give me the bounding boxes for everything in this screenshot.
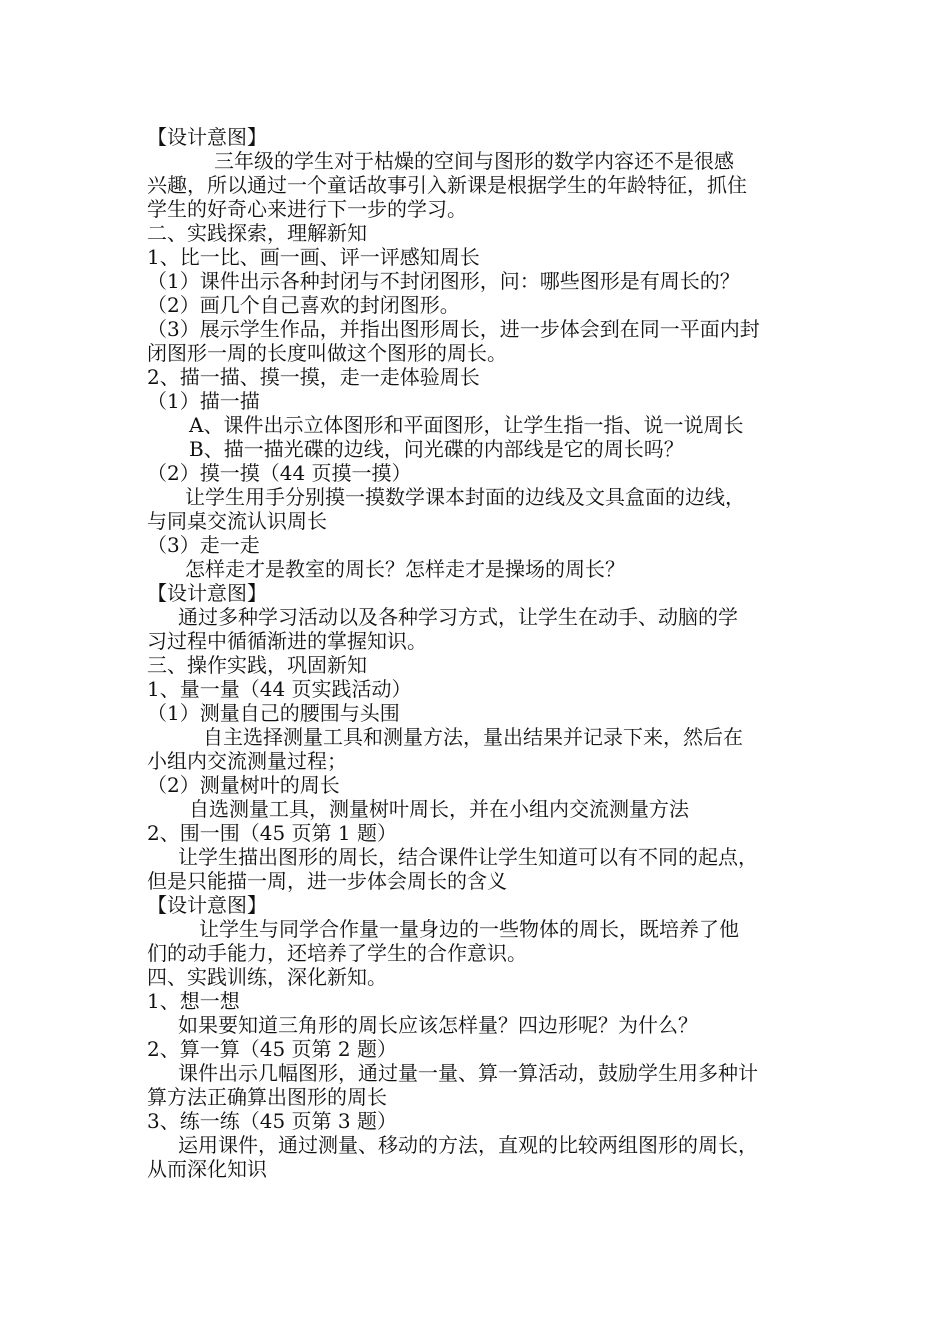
paragraph-line: B、描一描光碟的边线，问光碟的内部线是它的周长吗？: [189, 437, 684, 461]
paragraph-line: 习过程中循循渐进的掌握知识。: [147, 629, 427, 653]
paragraph-line: 学生的好奇心来进行下一步的学习。: [147, 197, 467, 221]
paragraph-line: 三年级的学生对于枯燥的空间与图形的数学内容还不是很感: [214, 149, 734, 173]
paragraph-line: 课件出示几幅图形，通过量一量、算一算活动，鼓励学生用多种计: [178, 1061, 758, 1085]
section-heading-2: 二、实践探索，理解新知: [147, 221, 367, 245]
item-heading: （1）描一描: [147, 389, 260, 413]
paragraph-line: （3）展示学生作品，并指出图形周长，进一步体会到在同一平面内封: [147, 317, 760, 341]
paragraph-line: 自选测量工具，测量树叶周长，并在小组内交流测量方法: [189, 797, 689, 821]
section-heading-3: 三、操作实践，巩固新知: [147, 653, 367, 677]
subsection-heading: 2、算一算（45 页第 2 题）: [147, 1037, 397, 1061]
section-heading-design-intent: 【设计意图】: [147, 125, 267, 149]
subsection-heading: 1、想一想: [147, 989, 240, 1013]
paragraph-line: 让学生用手分别摸一摸数学课本封面的边线及文具盒面的边线，: [185, 485, 745, 509]
item-heading: （2）摸一摸（44 页摸一摸）: [147, 461, 412, 485]
item-heading: （2）测量树叶的周长: [147, 773, 340, 797]
subsection-heading: 2、描一描、摸一摸，走一走体验周长: [147, 365, 480, 389]
paragraph-line: 怎样走才是教室的周长？怎样走才是操场的周长？: [185, 557, 625, 581]
paragraph-line: 让学生与同学合作量一量身边的一些物体的周长，既培养了他: [199, 917, 739, 941]
paragraph-line: 小组内交流测量过程；: [147, 749, 347, 773]
subsection-heading: 1、量一量（44 页实践活动）: [147, 677, 412, 701]
paragraph-line: 与同桌交流认识周长: [147, 509, 327, 533]
paragraph-line: 兴趣，所以通过一个童话故事引入新课是根据学生的年龄特征，抓住: [147, 173, 747, 197]
paragraph-line: 通过多种学习活动以及各种学习方式，让学生在动手、动脑的学: [178, 605, 738, 629]
paragraph-line: 自主选择测量工具和测量方法，量出结果并记录下来，然后在: [203, 725, 743, 749]
paragraph-line: （2）画几个自己喜欢的封闭图形。: [147, 293, 460, 317]
paragraph-line: 算方法正确算出图形的周长: [147, 1085, 387, 1109]
item-heading: （1）测量自己的腰围与头围: [147, 701, 400, 725]
paragraph-line: 从而深化知识: [147, 1157, 267, 1181]
paragraph-line: 让学生描出图形的周长，结合课件让学生知道可以有不同的起点，: [178, 845, 758, 869]
section-heading-design-intent: 【设计意图】: [147, 581, 267, 605]
paragraph-line: 但是只能描一周，进一步体会周长的含义: [147, 869, 507, 893]
paragraph-line: （1）课件出示各种封闭与不封闭图形，问：哪些图形是有周长的？: [147, 269, 740, 293]
subsection-heading: 1、比一比、画一画、评一评感知周长: [147, 245, 480, 269]
section-heading-4: 四、实践训练，深化新知。: [147, 965, 387, 989]
section-heading-design-intent: 【设计意图】: [147, 893, 267, 917]
subsection-heading: 3、练一练（45 页第 3 题）: [147, 1109, 397, 1133]
paragraph-line: A、课件出示立体图形和平面图形，让学生指一指、说一说周长: [189, 413, 744, 437]
subsection-heading: 2、围一围（45 页第 1 题）: [147, 821, 397, 845]
paragraph-line: 运用课件，通过测量、移动的方法，直观的比较两组图形的周长，: [178, 1133, 758, 1157]
paragraph-line: 闭图形一周的长度叫做这个图形的周长。: [147, 341, 507, 365]
paragraph-line: 如果要知道三角形的周长应该怎样量？四边形呢？为什么？: [178, 1013, 698, 1037]
item-heading: （3）走一走: [147, 533, 260, 557]
paragraph-line: 们的动手能力，还培养了学生的合作意识。: [147, 941, 527, 965]
